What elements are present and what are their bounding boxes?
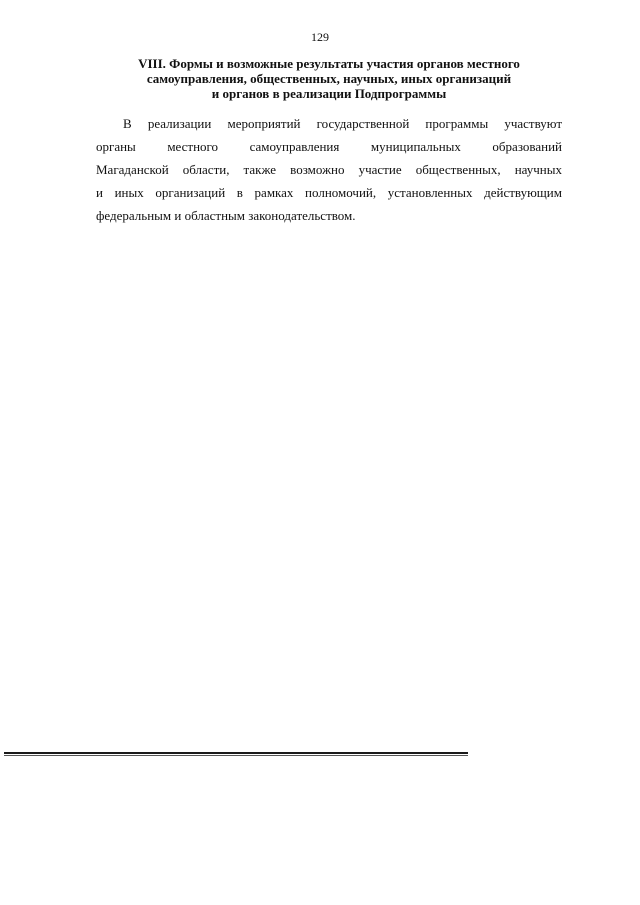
- section-heading: [96, 56, 562, 101]
- paragraph-line: федеральным и областным законодательством.: [96, 208, 356, 223]
- paragraph-line: Магаданской области, также возможно участие общественных, научных: [96, 162, 562, 177]
- section-heading-line: и органов в реализации Подпрограммы: [211, 86, 447, 101]
- section-heading-line: самоуправления, общественных, научных, иных организаций: [146, 71, 512, 86]
- horizontal-rule-shadow: [4, 755, 468, 756]
- page-number: 129: [311, 30, 329, 44]
- paragraph-line: В реализации мероприятий государственной программы участвуют: [123, 116, 562, 131]
- body-paragraph: [96, 112, 562, 227]
- horizontal-rule: [4, 752, 468, 754]
- section-heading-line: VIII. Формы и возможные результаты участия органов местного: [138, 56, 520, 71]
- paragraph-line: органы местного самоуправления муниципальных образований: [96, 139, 562, 154]
- paragraph-line: и иных организаций в рамках полномочий, установленных действующим: [96, 185, 562, 200]
